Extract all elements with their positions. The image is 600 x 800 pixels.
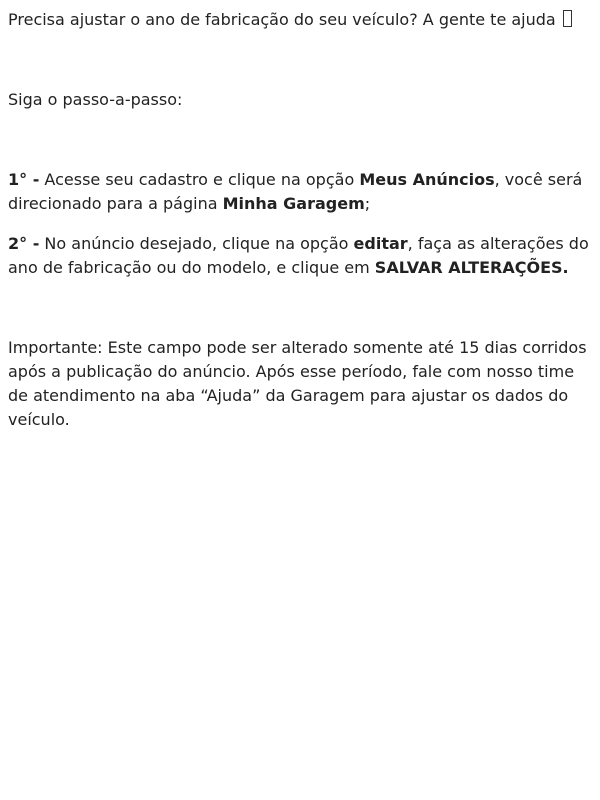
guide-label: Siga o passo-a-passo:	[8, 90, 183, 109]
step-2	[8, 232, 592, 280]
step-1-text-before: Acesse seu cadastro e clique na opção	[39, 170, 360, 189]
step-2-text-middle: , faça as alterações do ano de fabricação ou do modelo, e clique em	[8, 234, 589, 277]
step-2-bold-editar: editar	[353, 234, 408, 253]
step-1-number: 1° -	[8, 170, 40, 189]
step-1-bold-meus-anuncios: Meus Anúncios	[359, 170, 495, 189]
step-2-number: 2° -	[8, 234, 40, 253]
step-1	[8, 168, 592, 216]
step-1-bold-minha-garagem: Minha Garagem	[222, 194, 365, 213]
step-1-text-middle: , você será direcionado para a página	[8, 170, 583, 213]
spacer	[8, 32, 592, 88]
important-note: Importante: Este campo pode ser alterado somente até 15 dias corridos após a publicação do anúncio. Após esse período, fale com nosso time de atendimento na aba “Ajuda” da Garagem para ajustar os dados do veículo.	[8, 338, 587, 429]
spacer	[8, 112, 592, 168]
spacer	[8, 296, 592, 336]
emoji-placeholder-icon	[563, 10, 572, 27]
step-2-text-before: No anúncio desejado, clique na opção	[39, 234, 354, 253]
step-1-text-after: ;	[364, 194, 371, 213]
step-2-bold-salvar: SALVAR ALTERAÇÕES.	[374, 258, 569, 277]
intro-text: Precisa ajustar o ano de fabricação do seu veículo? A gente te ajuda	[8, 10, 556, 29]
intro-paragraph	[8, 8, 592, 32]
